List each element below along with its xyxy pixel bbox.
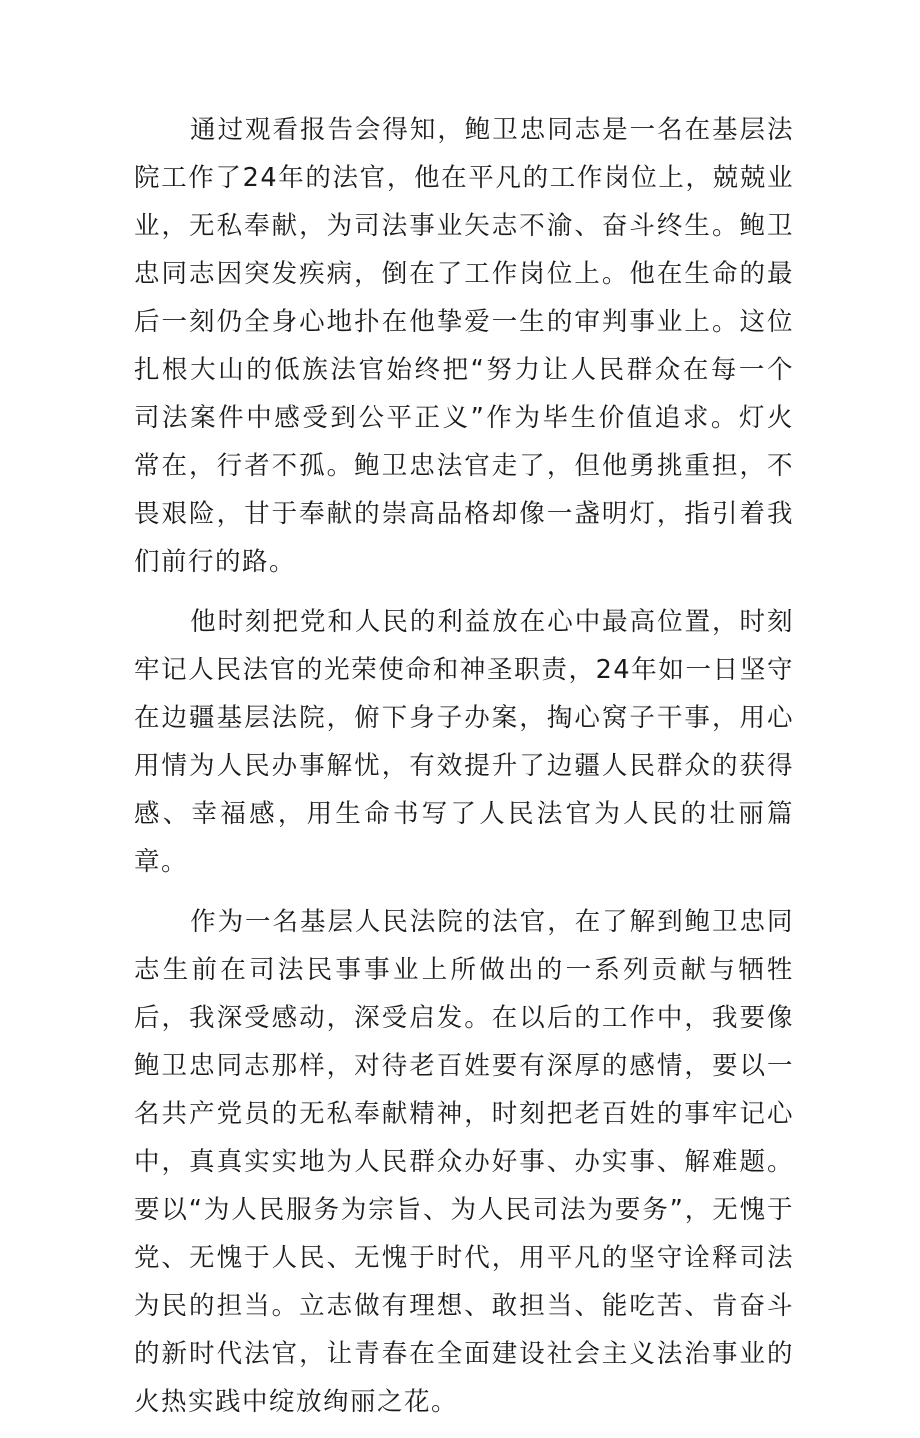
paragraph-1: 通过观看报告会得知，鲍卫忠同志是一名在基层法院工作了24年的法官，他在平凡的工作岗位上，兢兢业业，无私奉献，为司法事业矢志不渝、奋斗终生。鲍卫忠同志因突发疾病，倒在了工作岗位上。他在生命的最后一刻仍全身心地扑在他挚爱一生的审判事业上。这位扎根大山的低族法官始终把“努力让人民群众在每一个司法案件中感受到公平正义”作为毕生价值追求。灯火常在，行者不孤。鲍卫忠法官走了，但他勇挑重担，不畏艰险，甘于奉献的崇高品格却像一盏明灯，指引着我们前行的路。 bbox=[134, 115, 794, 577]
paragraph-3: 作为一名基层人民法院的法官，在了解到鲍卫忠同志生前在司法民事事业上所做出的一系列贡献与牺牲后，我深受感动，深受启发。在以后的工作中，我要像鲍卫忠同志那样，对待老百姓要有深厚的感情，要以一名共产党员的无私奉献精神，时刻把老百姓的事牢记心中，真真实实地为人民群众办好事、办实事、解难题。要以“为人民服务为宗旨、为人民司法为要务”，无愧于党、无愧于人民、无愧于时代，用平凡的坚守诠释司法为民的担当。立志做有理想、敢担当、能吃苦、肯奋斗的新时代法官，让青春在全面建设社会主义法治事业的火热实践中绽放绚丽之花。 bbox=[134, 907, 794, 1417]
document-body bbox=[134, 106, 794, 1438]
paragraph-2: 他时刻把党和人民的利益放在心中最高位置，时刻牢记人民法官的光荣使命和神圣职责，24年如一日坚守在边疆基层法院，俯下身子办案，掏心窝子干事，用心用情为人民办事解忧，有效提升了边疆人民群众的获得感、幸福感，用生命书写了人民法官为人民的壮丽篇章。 bbox=[134, 607, 794, 877]
